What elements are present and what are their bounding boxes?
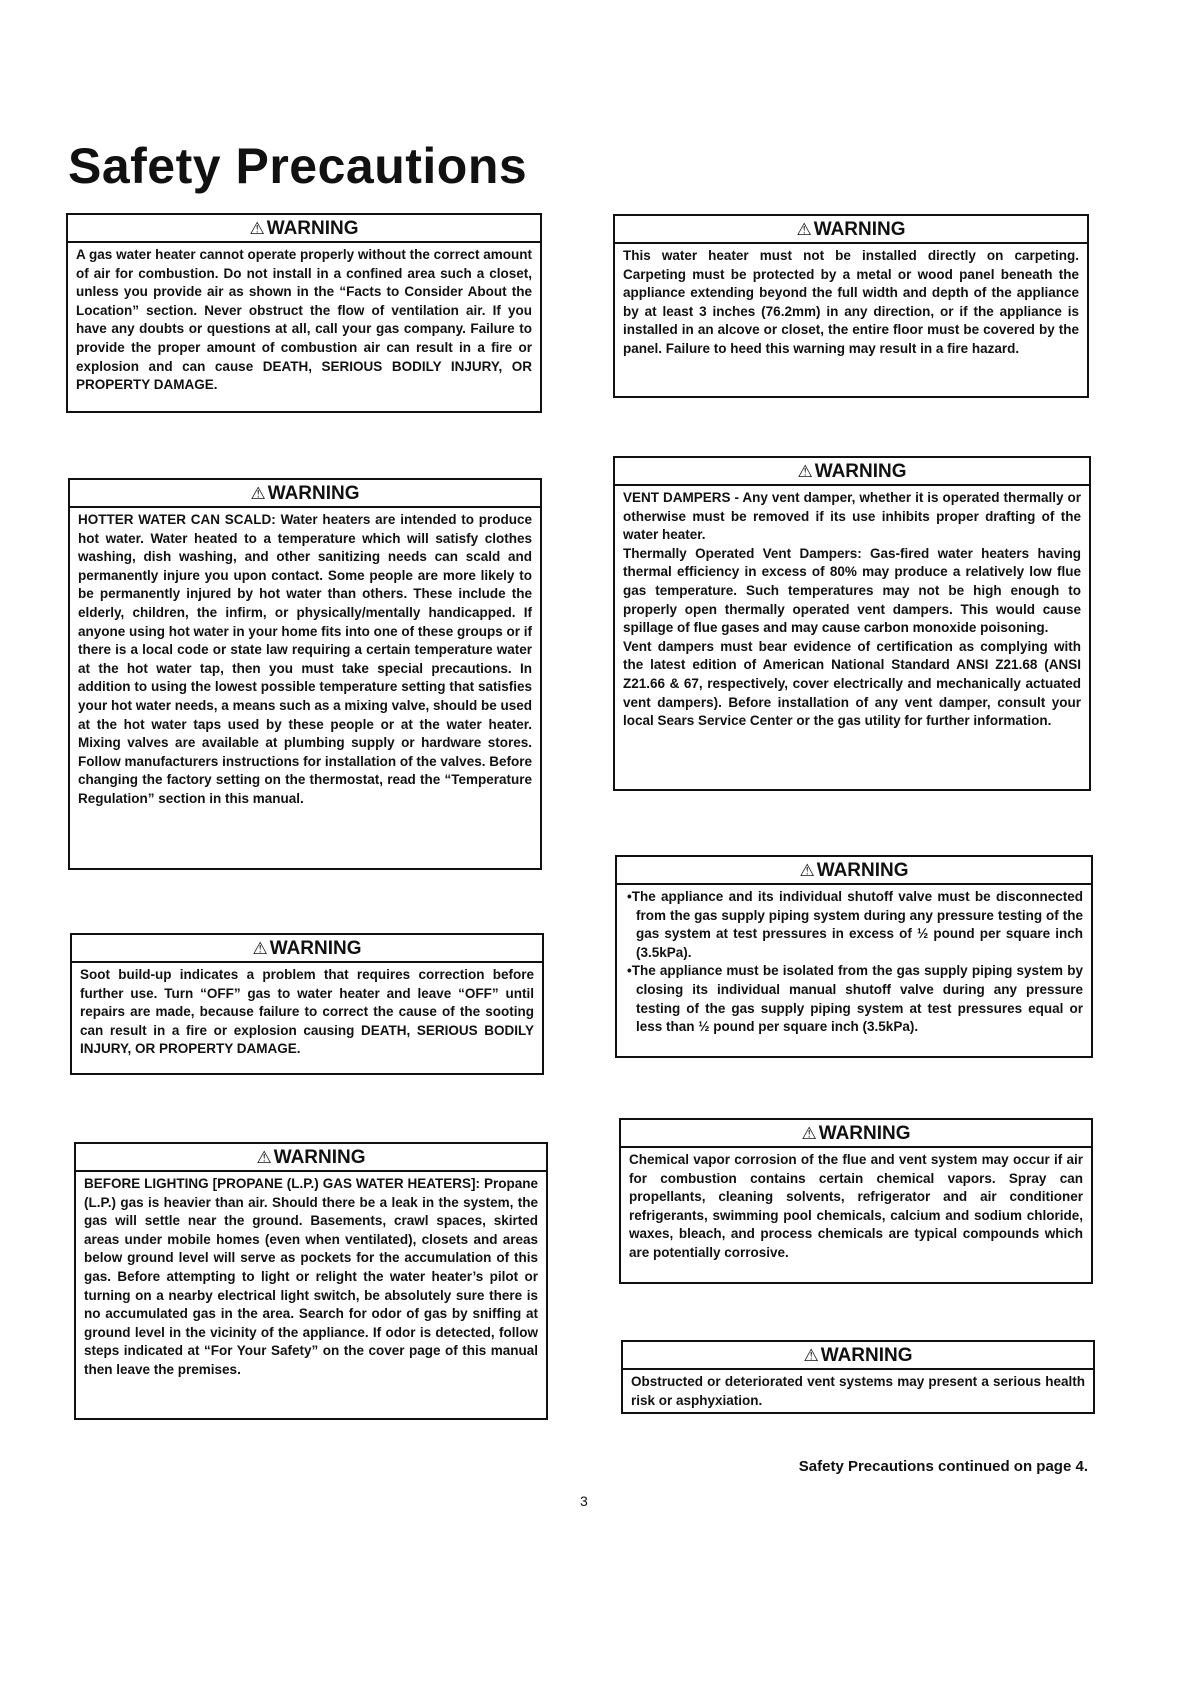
warning-paragraph: Thermally Operated Vent Dampers: Gas-fired water heaters having thermal efficiency in excess of 80% may produce a relatively low flue gas temperature. Such temperatures may not be high enough to properly open thermally operated vent dampers. This would cause spillage of flue gases and may cause carbon monoxide poisoning. — [623, 545, 1081, 636]
warning-paragraph — [84, 1175, 538, 1380]
warning-text — [78, 511, 532, 809]
warning-body: Water heaters are intended to produce hot water. Water heated to a temperature which will satisfy clothes washing, dish washing, and other sanitizing needs can scald and permanently injure you upon contact. Some people are more likely to be permanently injured by hot water than others. These include the elderly, children, the infirm, or physically/mentally handicapped. If anyone using hot water in your home fits into one of these groups or if there is a local code or state law requiring a certain temperature water at the hot water tap, then you must take special precautions. In addition to using the lowest possible temperature setting that satisfies your hot water needs, a means such as a mixing valve, should be used at the hot water taps used by these people or at the water heater. Mixing valves are available at plumbing supply or hardware stores. Follow manufacturers instructions for installation of the valves. Before changing the factory setting on the thermostat, read the “Temperature Regulation” section in this manual. — [78, 512, 532, 806]
page-number: 3 — [580, 1493, 588, 1509]
warning-label: WARNING — [814, 461, 907, 482]
warning-box-propane — [74, 1142, 548, 1420]
warning-bullet: •The appliance and its individual shutoff valve must be disconnected from the gas supply piping system during any pressure testing of the gas system at test pressures in excess of ½ pound per square inch (3.5kPa). — [627, 889, 1083, 960]
warning-header — [617, 860, 1091, 885]
warning-triangle-icon: ⚠ — [250, 484, 266, 503]
warning-triangle-icon: ⚠ — [796, 220, 812, 239]
warning-header — [621, 1123, 1091, 1148]
warning-box-vent-dampers — [613, 456, 1091, 791]
warning-text — [623, 489, 1081, 731]
warning-triangle-icon: ⚠ — [803, 1346, 819, 1365]
warning-text — [84, 1175, 538, 1380]
warning-paragraph: Chemical vapor corrosion of the flue and vent system may occur if air for combustion contains certain chemical vapors. Spray can propellants, cleaning solvents, refrigerator and air conditioner refrigerants, swimming pool chemicals, calcium and sodium chloride, waxes, bleach, and process chemicals are typical compounds which are potentially corrosive. — [629, 1152, 1083, 1260]
warning-label: WARNING — [267, 483, 360, 504]
warning-bullet-list — [625, 888, 1083, 1037]
warning-paragraph: VENT DAMPERS - Any vent damper, whether it is operated thermally or otherwise must be removed if its use inhibits proper drafting of the water heater. — [623, 490, 1081, 543]
warning-box-chemical-vapor — [619, 1118, 1093, 1284]
warning-header — [70, 483, 540, 508]
warning-box-scald — [68, 478, 542, 870]
page-title: Safety Precautions — [68, 138, 528, 194]
warning-body: Propane (L.P.) gas is heavier than air. Should there be a leak in the system, the gas will settle near the ground. Basements, crawl spaces, skirted areas under mobile homes (even when ventilated), closets and areas below ground level will serve as pockets for the accumulation of this gas. Before attempting to light or relight the water heater’s pilot or turning on a nearby electrical light switch, be absolutely sure there is no accumulated gas in the area. Search for odor of gas by sniffing at ground level in the vicinity of the appliance. If odor is detected, follow steps indicated at “For Your Safety” on the cover page of this manual then leave the premises. — [84, 1176, 538, 1377]
warning-triangle-icon: ⚠ — [252, 939, 268, 958]
warning-label: WARNING — [818, 1123, 911, 1144]
warning-lead: BEFORE LIGHTING [PROPANE (L.P.) GAS WATER HEATERS]: — [84, 1176, 481, 1191]
warning-box-soot — [70, 933, 544, 1075]
warning-label: WARNING — [813, 219, 906, 240]
warning-text — [631, 1373, 1085, 1410]
warning-label: WARNING — [273, 1147, 366, 1168]
warning-box-carpeting — [613, 214, 1089, 398]
warning-label: WARNING — [820, 1345, 913, 1366]
warning-triangle-icon: ⚠ — [256, 1148, 272, 1167]
warning-header — [68, 218, 540, 243]
warning-header — [76, 1147, 546, 1172]
warning-triangle-icon: ⚠ — [799, 861, 815, 880]
warning-box-obstructed-vent — [621, 1340, 1095, 1414]
warning-paragraph: This water heater must not be installed directly on carpeting. Carpeting must be protected by a metal or wood panel beneath the appliance extending beyond the full width and depth of the appliance by at least 3 inches (76.2mm) in any direction, or if the appliance is installed in an alcove or closet, the entire floor must be covered by the panel. Failure to heed this warning may result in a fire hazard. — [623, 248, 1079, 356]
warning-paragraph: Vent dampers must bear evidence of certification as complying with the latest edition of American National Standard ANSI Z21.68 (ANSI Z21.66 & 67, respectively, cover electrically and mechanically actuated vent dampers). Before installation of any vent damper, consult your local Sears Service Center or the gas utility for further information. — [623, 638, 1081, 729]
warning-box-pressure-testing — [615, 855, 1093, 1058]
warning-paragraph — [78, 511, 532, 809]
warning-label: WARNING — [266, 218, 359, 239]
warning-text — [625, 888, 1083, 1037]
warning-text — [76, 246, 532, 395]
warning-triangle-icon: ⚠ — [797, 462, 813, 481]
warning-text — [80, 966, 534, 1059]
warning-text — [623, 247, 1079, 359]
warning-header — [623, 1345, 1093, 1370]
warning-bullet: •The appliance must be isolated from the gas supply piping system by closing its individual manual shutoff valve during any pressure testing of the gas supply piping system at test pressures equal or less than ½ pound per square inch (3.5kPa). — [627, 963, 1083, 1035]
warning-label: WARNING — [816, 860, 909, 881]
warning-label: WARNING — [269, 938, 362, 959]
warning-text — [629, 1151, 1083, 1263]
continued-note: Safety Precautions continued on page 4. — [798, 1458, 1088, 1475]
warning-triangle-icon: ⚠ — [801, 1124, 817, 1143]
warning-box-combustion-air — [66, 213, 542, 413]
warning-paragraph: Soot build-up indicates a problem that requires correction before further use. Turn “OFF” gas to water heater and leave “OFF” until repairs are made, because failure to correct the cause of the sooting can result in a fire or explosion causing DEATH, SERIOUS BODILY INJURY, OR PROPERTY DAMAGE. — [80, 967, 534, 1057]
warning-lead: HOTTER WATER CAN SCALD: — [78, 512, 276, 527]
warning-header — [72, 938, 542, 963]
warning-paragraph: Obstructed or deteriorated vent systems may present a serious health risk or asphyxiation. — [631, 1374, 1085, 1408]
warning-triangle-icon: ⚠ — [249, 219, 265, 238]
warning-header — [615, 461, 1089, 486]
warning-paragraph: A gas water heater cannot operate properly without the correct amount of air for combustion. Do not install in a confined area such a closet, unless you provide air as shown in the “Facts to Consider About the Location” section. Never obstruct the flow of ventilation air. If you have any doubts or questions at all, call your gas company. Failure to provide the proper amount of combustion air can result in a fire or explosion and can cause DEATH, SERIOUS BODILY INJURY, OR PROPERTY DAMAGE. — [76, 247, 532, 393]
warning-header — [615, 219, 1087, 244]
